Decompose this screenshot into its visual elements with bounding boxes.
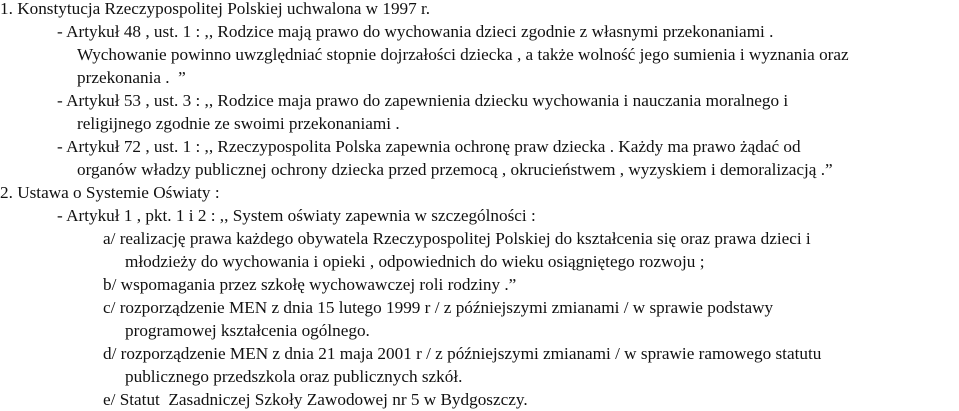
list-item-d: d/ rozporządzenie MEN z dnia 21 maja 2001 r / z późniejszymi zmianami / w sprawie ramowego statutu xyxy=(103,344,822,363)
list-item-c: c/ rozporządzenie MEN z dnia 15 lutego 1999 r / z późniejszymi zmianami / w sprawie podstawy xyxy=(103,298,774,317)
list-item-e: e/ Statut Zasadniczej Szkoły Zawodowej nr 5 w Bydgoszczy. xyxy=(103,390,528,409)
article-72-continuation: organów władzy publicznej ochrony dziecka przed przemocą , okrucieństwem , wyzyskiem i demoralizacją .” xyxy=(77,160,833,179)
article-48-continuation: Wychowanie powinno uwzględniać stopnie dojrzałości dziecka , a także wolność jego sumienia i wyznania oraz xyxy=(77,45,849,64)
list-item-c-continuation: programowej kształcenia ogólnego. xyxy=(125,321,370,340)
article-1-line: - Artykuł 1 , pkt. 1 i 2 : ,, System oświaty zapewnia w szczególności : xyxy=(57,206,536,225)
article-53-line: - Artykuł 53 , ust. 3 : ,, Rodzice maja prawo do zapewnienia dziecku wychowania i nauczania moralnego i xyxy=(57,91,789,110)
list-item-d-continuation: publicznego przedszkola oraz publicznych szkół. xyxy=(125,367,463,386)
list-item-a-continuation: młodzieży do wychowania i opieki , odpowiednich do wieku osiągniętego rozwoju ; xyxy=(125,252,705,271)
section-heading-constitution: 1. Konstytucja Rzeczypospolitej Polskiej uchwalona w 1997 r. xyxy=(0,0,431,18)
section-heading-education-act: 2. Ustawa o Systemie Oświaty : xyxy=(0,183,220,202)
article-72-line: - Artykuł 72 , ust. 1 : ,, Rzeczypospolita Polska zapewnia ochronę praw dziecka . Każdy ma prawo żądać od xyxy=(57,137,801,156)
article-48-continuation: przekonania . ” xyxy=(77,68,186,87)
article-48-line: - Artykuł 48 , ust. 1 : ,, Rodzice mają prawo do wychowania dzieci zgodnie z własnymi przekonaniami . xyxy=(57,22,774,41)
list-item-b: b/ wspomagania przez szkołę wychowawczej roli rodziny .” xyxy=(103,275,517,294)
article-53-continuation: religijnego zgodnie ze swoimi przekonaniami . xyxy=(77,114,400,133)
list-item-a: a/ realizację prawa każdego obywatela Rzeczypospolitej Polskiej do kształcenia się oraz prawa dzieci i xyxy=(103,229,811,248)
